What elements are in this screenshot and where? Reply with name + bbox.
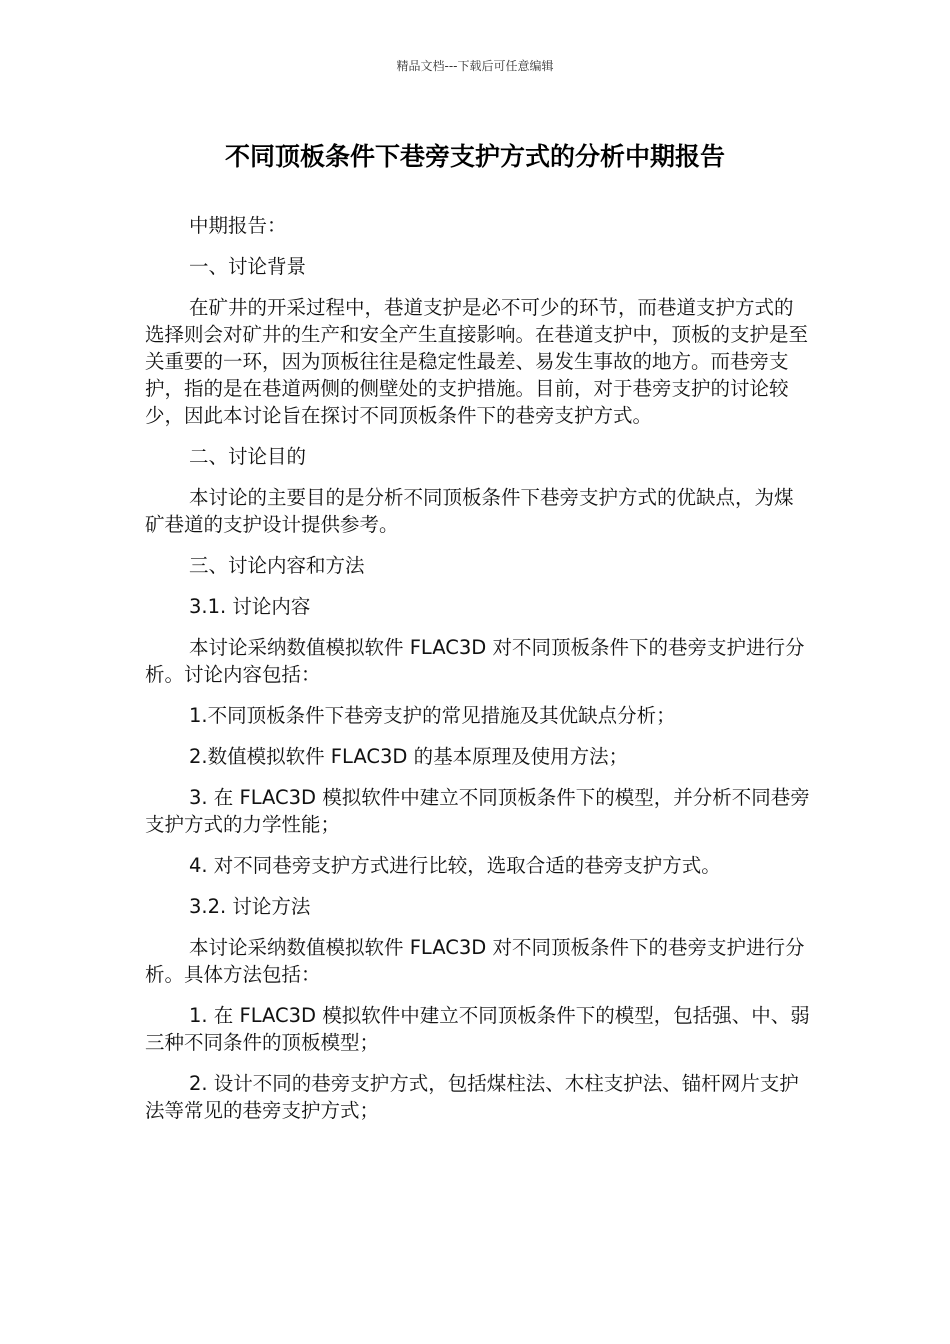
document-title: 不同顶板条件下巷旁支护方式的分析中期报告 (224, 142, 725, 171)
subheading-method: 3.2. 讨论方法 (189, 895, 311, 918)
list-item-content-2: 2.数值模拟软件 FLAC3D 的基本原理及使用方法； (189, 745, 629, 768)
document-body (145, 212, 810, 1138)
paragraph-background: 在矿井的开采过程中，巷道支护是必不可少的环节，而巷道支护方式的选择则会对矿井的生产和安全产生直接影响。在巷道支护中，顶板的支护是至关重要的一环，因为顶板往往是稳定性最差、易发生事故的地方。而巷旁支护，指的是在巷道两侧的侧壁处的支护措施。目前，对于巷旁支护的讨论较少，因此本讨论旨在探讨不同顶板条件下的巷旁支护方式。 (145, 296, 809, 427)
paragraph-purpose: 本讨论的主要目的是分析不同顶板条件下巷旁支护方式的优缺点，为煤矿巷道的支护设计提供参考。 (145, 486, 794, 536)
heading-content-method: 三、讨论内容和方法 (189, 554, 365, 577)
list-item-method-2: 2. 设计不同的巷旁支护方式，包括煤柱法、木柱支护法、锚杆网片支护法等常见的巷旁支护方式； (145, 1072, 799, 1122)
list-item-method-1: 1. 在 FLAC3D 模拟软件中建立不同顶板条件下的模型，包括强、中、弱三种不同条件的顶板模型； (145, 1004, 810, 1054)
header-note: 精品文档---下载后可任意编辑 (396, 59, 554, 73)
list-item-content-4: 4. 对不同巷旁支护方式进行比较，选取合适的巷旁支护方式。 (189, 854, 721, 877)
paragraph-report-label: 中期报告： (189, 214, 287, 237)
heading-purpose: 二、讨论目的 (189, 445, 307, 468)
subheading-content: 3.1. 讨论内容 (189, 595, 311, 618)
paragraph-method-intro: 本讨论采纳数值模拟软件 FLAC3D 对不同顶板条件下的巷旁支护进行分析。具体方法包括： (145, 936, 805, 986)
paragraph-content-intro: 本讨论采纳数值模拟软件 FLAC3D 对不同顶板条件下的巷旁支护进行分析。讨论内容包括： (145, 636, 805, 686)
list-item-content-3: 3. 在 FLAC3D 模拟软件中建立不同顶板条件下的模型，并分析不同巷旁支护方式的力学性能； (145, 786, 810, 836)
list-item-content-1: 1.不同顶板条件下巷旁支护的常见措施及其优缺点分析； (189, 704, 676, 727)
heading-background: 一、讨论背景 (189, 255, 307, 278)
